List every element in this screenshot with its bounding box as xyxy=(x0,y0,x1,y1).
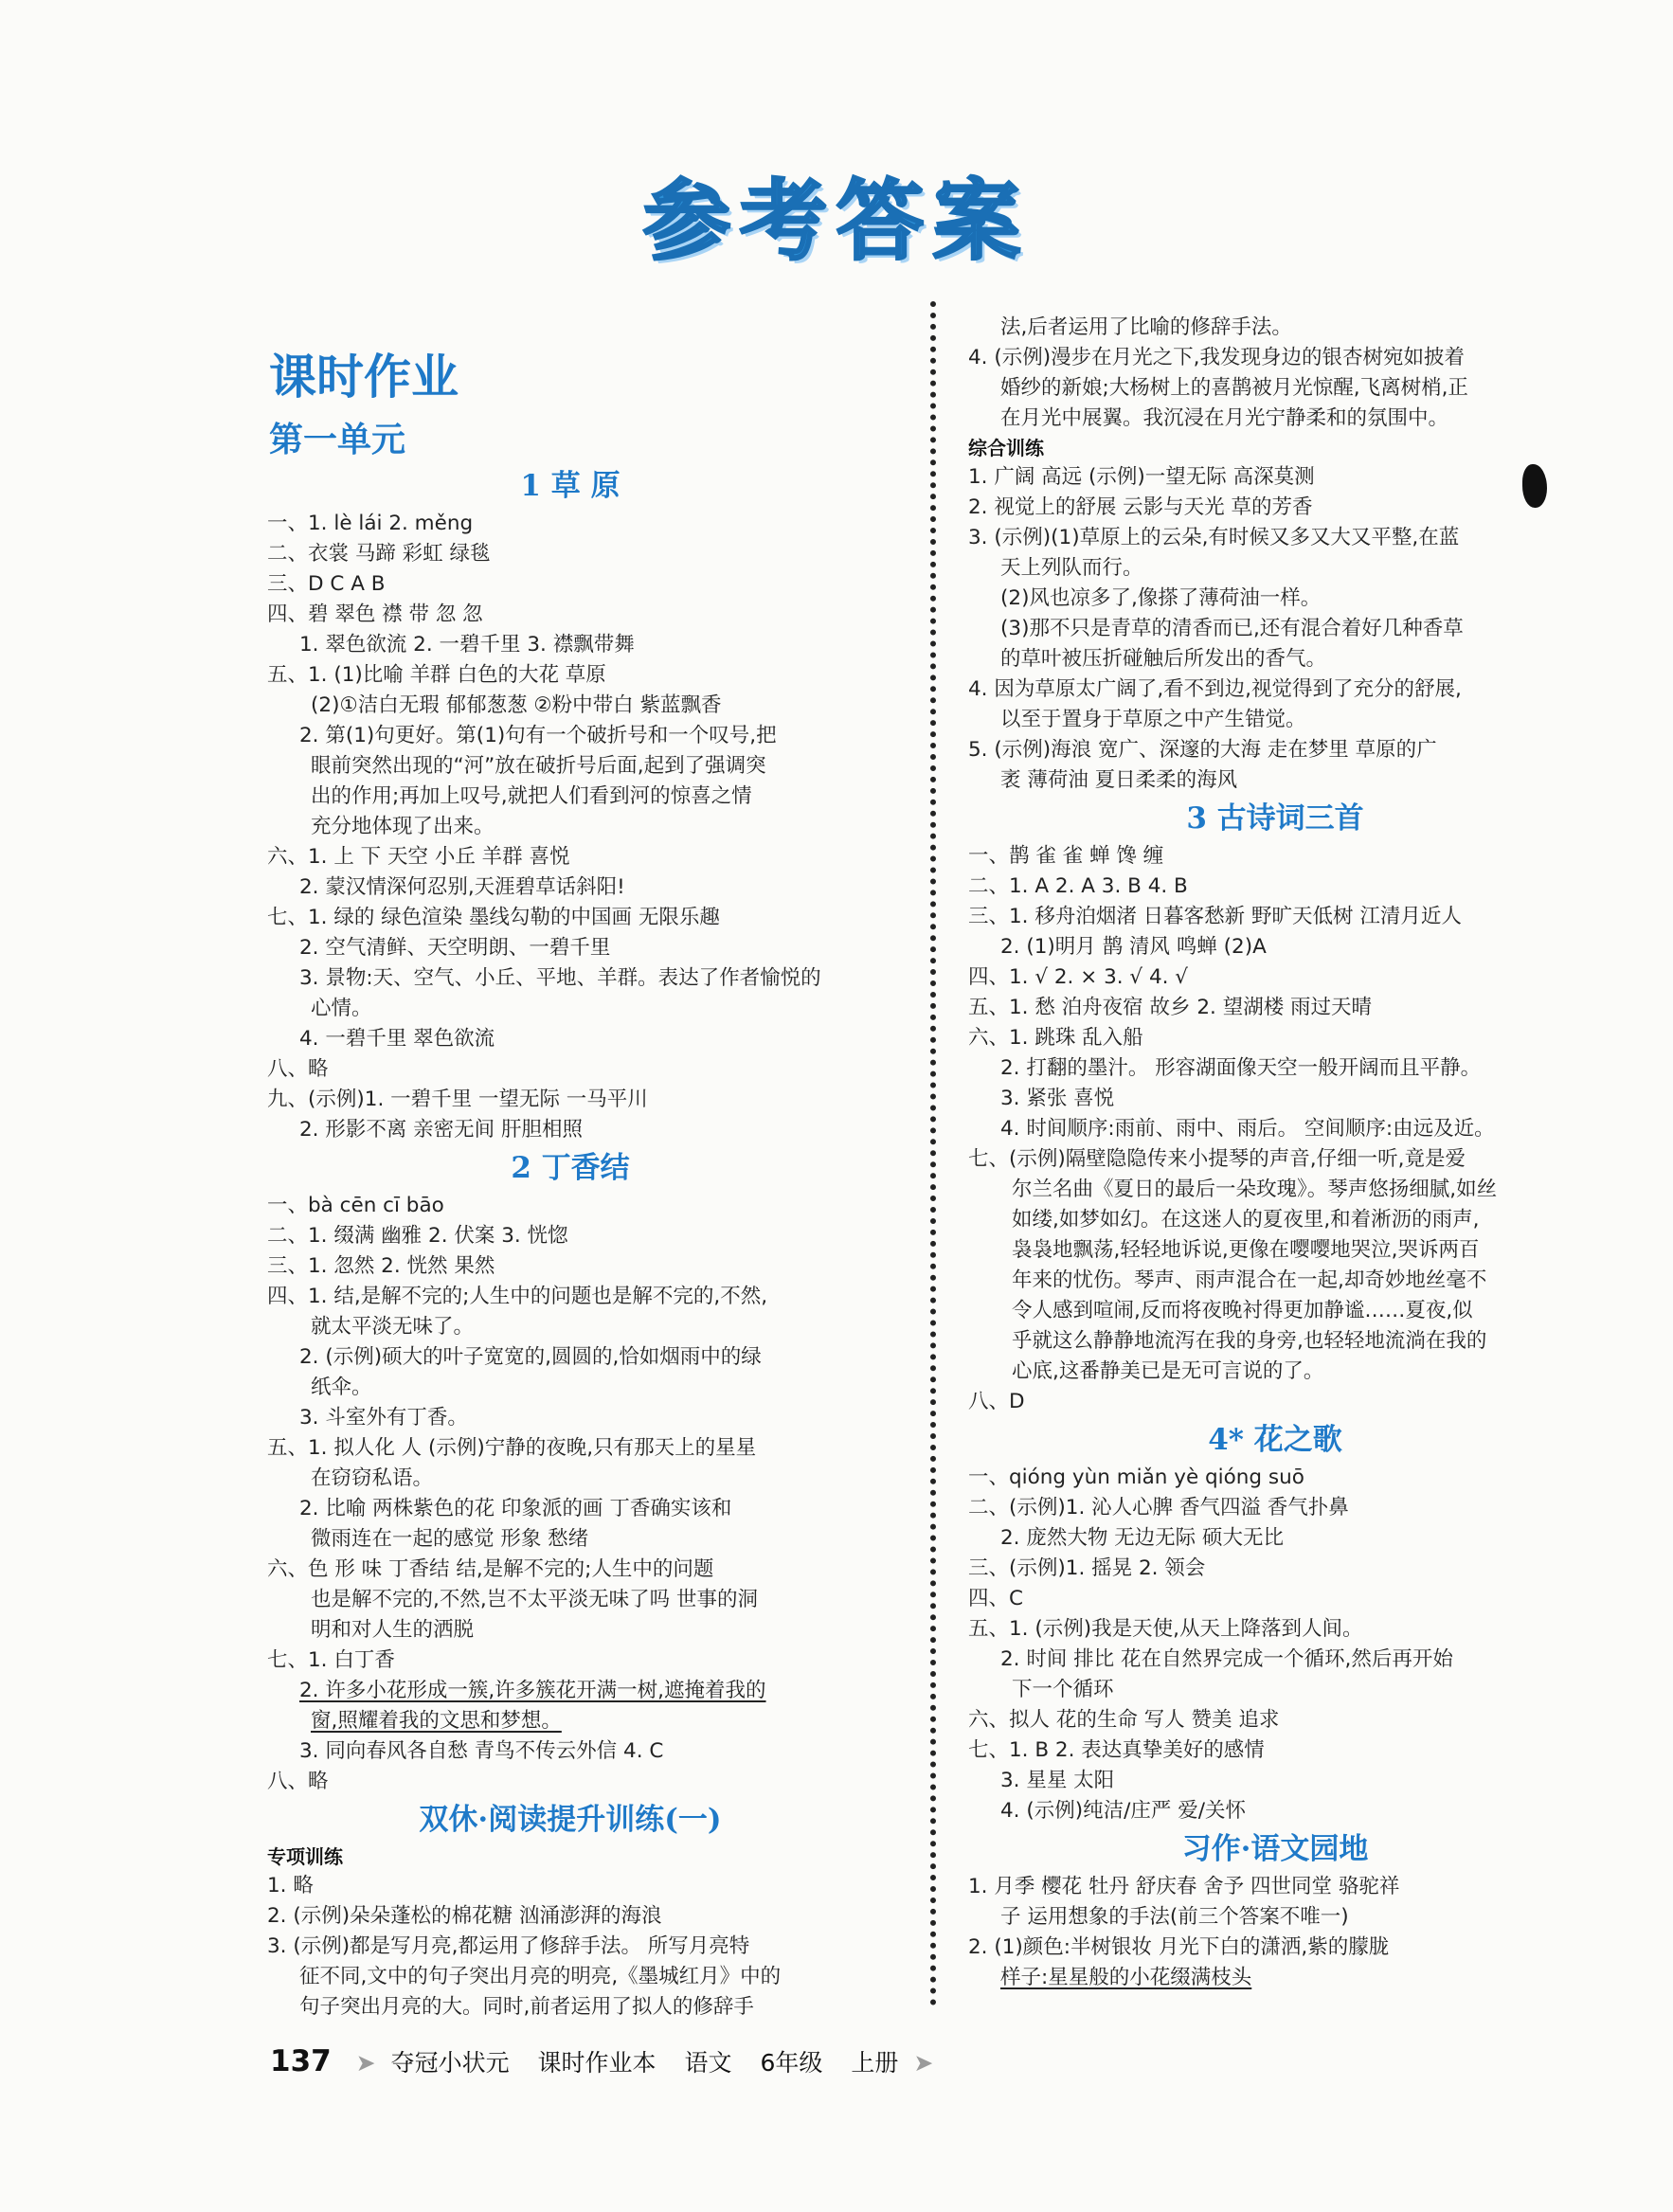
footer-brand: 夺冠小状元 xyxy=(390,2049,510,2077)
subsection-title: 综合训练 xyxy=(968,437,1044,459)
lesson-title: 4* 花之歌 xyxy=(1208,1423,1342,1457)
right-answers xyxy=(968,313,1582,1993)
answer-line: 四、1. √ 2. × 3. √ 4. √ xyxy=(968,965,1189,989)
answer-line: 令人感到喧闹,反而将夜晚衬得更加静谧……夏夜,似 xyxy=(1012,1299,1473,1322)
answer-line: 心情。 xyxy=(311,997,372,1020)
answer-line: 就太平淡无味了。 xyxy=(311,1315,475,1339)
answer-line: 4. 因为草原太广阔了,看不到边,视觉得到了充分的舒展, xyxy=(968,677,1462,701)
answer-line: 如缕,如梦如幻。在这迷人的夏夜里,和着淅沥的雨声, xyxy=(1012,1208,1480,1232)
answer-line: 八、略 xyxy=(267,1770,329,1793)
left-column xyxy=(267,313,873,2023)
answer-line: 3. (示例)都是写月亮,都运用了修辞手法。 所写月亮特 xyxy=(267,1934,750,1958)
answer-line: 七、1. B 2. 表达真挚美好的感情 xyxy=(968,1738,1265,1762)
answer-line: 七、1. 绿的 绿色渲染 墨线勾勒的中国画 无限乐趣 xyxy=(267,906,720,929)
answer-line: 充分地体现了出来。 xyxy=(311,815,495,838)
answer-line: 袤 薄荷油 夏日柔柔的海风 xyxy=(1000,768,1238,792)
answer-line: (2)①洁白无瑕 郁郁葱葱 ②粉中带白 紫蓝飘香 xyxy=(311,693,722,717)
answer-line: 在窃窃私语。 xyxy=(311,1466,434,1490)
answer-line: 尔兰名曲《夏日的最后一朵玫瑰》。琴声悠扬细腻,如丝 xyxy=(1012,1178,1498,1201)
answer-line: 1. 月季 樱花 牡丹 舒庆春 舍予 四世同堂 骆驼祥 xyxy=(968,1875,1400,1898)
lesson-title: 3 古诗词三首 xyxy=(1186,801,1364,836)
section-title: 课时作业 xyxy=(269,350,459,405)
answer-line: 2. 蒙汉情深何忍别,天涯碧草话斜阳! xyxy=(299,875,625,899)
answer-line: 3. (示例)(1)草原上的云朵,有时候又多又大又平整,在蓝 xyxy=(968,526,1460,549)
answer-line: 5. (示例)海浪 宽广、深邃的大海 走在梦里 草原的广 xyxy=(968,738,1437,762)
answer-line: 3. 景物:天、空气、小丘、平地、羊群。表达了作者愉悦的 xyxy=(299,966,821,990)
answer-line: 2. 第(1)句更好。第(1)句有一个破折号和一个叹号,把 xyxy=(299,724,777,747)
answer-line: 三、D C A B xyxy=(267,572,386,596)
answer-line: 六、1. 上 下 天空 小丘 羊群 喜悦 xyxy=(267,845,570,869)
answer-line: 窗,照耀着我的文思和梦想。 xyxy=(311,1709,562,1733)
answer-line: 出的作用;再加上叹号,就把人们看到河的惊喜之情 xyxy=(311,784,752,808)
answer-line: 2. (示例)硕大的叶子宽宽的,圆圆的,恰如烟雨中的绿 xyxy=(299,1345,762,1369)
column-divider xyxy=(930,301,936,2006)
answer-line: 4. (示例)纯洁/庄严 爱/关怀 xyxy=(1000,1799,1246,1823)
answer-line: 2. 庞然大物 无边无际 硕大无比 xyxy=(1000,1526,1285,1550)
answer-line: 一、1. lè lái 2. měng xyxy=(267,512,474,535)
answer-line: 四、碧 翠色 襟 带 忽 忽 xyxy=(267,602,483,626)
answer-line: 3. 同向春风各自愁 青鸟不传云外信 4. C xyxy=(299,1739,664,1763)
answer-line: 八、略 xyxy=(267,1057,329,1081)
lesson-title: 双休·阅读提升训练(一) xyxy=(419,1803,722,1837)
answer-line: 一、qióng yùn miǎn yè qióng suō xyxy=(968,1466,1304,1489)
answer-line: 3. 星星 太阳 xyxy=(1000,1769,1115,1792)
answer-line: 1. 略 xyxy=(267,1874,314,1897)
answer-line: 二、1. 缀满 幽雅 2. 伏案 3. 恍惚 xyxy=(267,1224,568,1248)
answer-line: 三、(示例)1. 摇晃 2. 领会 xyxy=(968,1556,1206,1580)
answer-line: 四、C xyxy=(968,1587,1024,1610)
answer-line: (3)那不只是青草的清香而已,还有混合着好几种香草 xyxy=(1000,617,1464,640)
answer-line: 微雨连在一起的感觉 形象 愁绪 xyxy=(311,1527,589,1551)
footer-volume: 上册 xyxy=(851,2049,899,2077)
answer-line: 天上列队而行。 xyxy=(1000,556,1143,580)
answer-line: 2. 时间 排比 花在自然界完成一个循环,然后再开始 xyxy=(1000,1647,1453,1671)
lesson-title: 2 丁香结 xyxy=(511,1151,630,1185)
answer-line: 征不同,文中的句子突出月亮的明亮,《墨城红月》中的 xyxy=(299,1965,782,1988)
answer-line: 2. (1)颜色:半树银妆 月光下白的潇洒,紫的朦胧 xyxy=(968,1935,1390,1959)
answer-line: 纸伞。 xyxy=(311,1376,372,1399)
answer-line: 年来的忧伤。琴声、雨声混合在一起,却奇妙地丝毫不 xyxy=(1012,1268,1487,1292)
answer-line: 2. 空气清鲜、天空明朗、一碧千里 xyxy=(299,936,611,960)
answer-line: 七、(示例)隔壁隐隐传来小提琴的声音,仔细一听,竟是爱 xyxy=(968,1147,1466,1171)
answer-line: 二、衣裳 马蹄 彩虹 绿毯 xyxy=(267,542,491,566)
answer-line: 3. 斗室外有丁香。 xyxy=(299,1406,468,1430)
answer-line: 袅袅地飘荡,轻轻地诉说,更像在嘤嘤地哭泣,哭诉两百 xyxy=(1012,1238,1480,1262)
answer-line: 2. 打翻的墨汁。 形容湖面像天空一般开阔而且平静。 xyxy=(1000,1056,1482,1080)
answer-line: 五、1. 拟人化 人 (示例)宁静的夜晚,只有那天上的星星 xyxy=(267,1436,757,1460)
unit-title: 第一单元 xyxy=(269,420,406,459)
answer-line: 五、1. 愁 泊舟夜宿 故乡 2. 望湖楼 雨过天晴 xyxy=(968,996,1373,1019)
answer-line: 也是解不完的,不然,岂不太平淡无味了吗 世事的洞 xyxy=(311,1588,759,1611)
page-title: 参考答案 xyxy=(642,171,1030,272)
answer-line: 婚纱的新娘;大杨树上的喜鹊被月光惊醒,飞离树梢,正 xyxy=(1000,376,1468,400)
footer-book: 课时作业本 xyxy=(537,2049,657,2077)
answer-line: 三、1. 移舟泊烟渚 日暮客愁新 野旷天低树 江清月近人 xyxy=(968,905,1462,928)
answer-line: 的草叶被压折碰触后所发出的香气。 xyxy=(1000,647,1327,671)
answer-line: 二、(示例)1. 沁人心脾 香气四溢 香气扑鼻 xyxy=(968,1496,1349,1520)
answer-line: 1. 广阔 高远 (示例)一望无际 高深莫测 xyxy=(968,465,1315,489)
answer-line: 2. (示例)朵朵蓬松的棉花糖 汹涌澎湃的海浪 xyxy=(267,1904,662,1928)
answer-line: 法,后者运用了比喻的修辞手法。 xyxy=(1000,315,1292,339)
answer-line: 九、(示例)1. 一碧千里 一望无际 一马平川 xyxy=(267,1088,648,1111)
answer-line: 4. 时间顺序:雨前、雨中、雨后。 空间顺序:由远及近。 xyxy=(1000,1117,1495,1141)
answer-line: 八、D xyxy=(968,1390,1025,1413)
footer-grade: 6年级 xyxy=(760,2049,823,2077)
answer-line: 1. 翠色欲流 2. 一碧千里 3. 襟飘带舞 xyxy=(299,633,635,656)
answer-line: 4. (示例)漫步在月光之下,我发现身边的银杏树宛如披着 xyxy=(968,346,1465,369)
answer-line: (2)风也凉多了,像搽了薄荷油一样。 xyxy=(1000,586,1322,610)
answer-line: 眼前突然出现的“河”放在破折号后面,起到了强调突 xyxy=(311,754,766,778)
answer-line: 2. 形影不离 亲密无间 肝胆相照 xyxy=(299,1118,584,1142)
answer-line: 一、bà cēn cī bāo xyxy=(267,1194,444,1217)
subsection-title: 专项训练 xyxy=(267,1845,343,1868)
answer-line: 样子:星星般的小花缀满枝头 xyxy=(1000,1966,1252,1989)
answer-line: 六、色 形 味 丁香结 结,是解不完的;人生中的问题 xyxy=(267,1557,714,1581)
answer-line: 六、1. 跳珠 乱入船 xyxy=(968,1026,1143,1050)
answer-line: 子 运用想象的手法(前三个答案不唯一) xyxy=(1000,1905,1349,1929)
answer-line: 句子突出月亮的大。同时,前者运用了拟人的修辞手 xyxy=(299,1995,754,2019)
answer-line: 以至于置身于草原之中产生错觉。 xyxy=(1000,708,1306,731)
answer-line: 在月光中展翼。我沉浸在月光宁静柔和的氛围中。 xyxy=(1000,406,1449,430)
answer-line: 3. 紧张 喜悦 xyxy=(1000,1087,1115,1110)
arrow-icon: ➤ xyxy=(913,2049,934,2077)
answer-line: 明和对人生的洒脱 xyxy=(311,1618,475,1642)
answer-line: 心底,这番静美已是无可言说的了。 xyxy=(1012,1359,1324,1383)
answer-line: 2. (1)明月 鹊 清风 鸣蝉 (2)A xyxy=(1000,935,1267,959)
footer-subject: 语文 xyxy=(684,2049,732,2077)
lesson-title: 习作·语文园地 xyxy=(1181,1832,1369,1866)
answer-line: 五、1. (示例)我是天使,从天上降落到人间。 xyxy=(968,1617,1363,1641)
left-answers xyxy=(267,465,873,2023)
page-number: 137 xyxy=(270,2044,332,2078)
answer-line: 乎就这么静静地流泻在我的身旁,也轻轻地流淌在我的 xyxy=(1012,1329,1487,1353)
footer xyxy=(270,2044,941,2078)
answer-line: 2. 比喻 两株紫色的花 印象派的画 丁香确实该和 xyxy=(299,1497,732,1520)
answer-line: 四、1. 结,是解不完的;人生中的问题也是解不完的,不然, xyxy=(267,1285,768,1308)
right-column xyxy=(968,313,1582,1993)
answer-line: 二、1. A 2. A 3. B 4. B xyxy=(968,874,1188,898)
answer-line: 七、1. 白丁香 xyxy=(267,1648,395,1672)
lesson-title: 1 草 原 xyxy=(520,469,621,503)
answer-line: 五、1. (1)比喻 羊群 白色的大花 草原 xyxy=(267,663,606,687)
answer-line: 一、鹊 雀 雀 蝉 馋 缠 xyxy=(968,844,1164,868)
answer-line: 2. 视觉上的舒展 云影与天光 草的芳香 xyxy=(968,495,1313,519)
answer-line: 下一个循环 xyxy=(1012,1678,1114,1701)
answer-line: 4. 一碧千里 翠色欲流 xyxy=(299,1027,495,1051)
answer-line: 三、1. 忽然 2. 恍然 果然 xyxy=(267,1254,495,1278)
arrow-icon: ➤ xyxy=(355,2049,376,2077)
answer-line: 六、拟人 花的生命 写人 赞美 追求 xyxy=(968,1708,1280,1732)
answer-line: 2. 许多小花形成一簇,许多簇花开满一树,遮掩着我的 xyxy=(299,1679,766,1702)
